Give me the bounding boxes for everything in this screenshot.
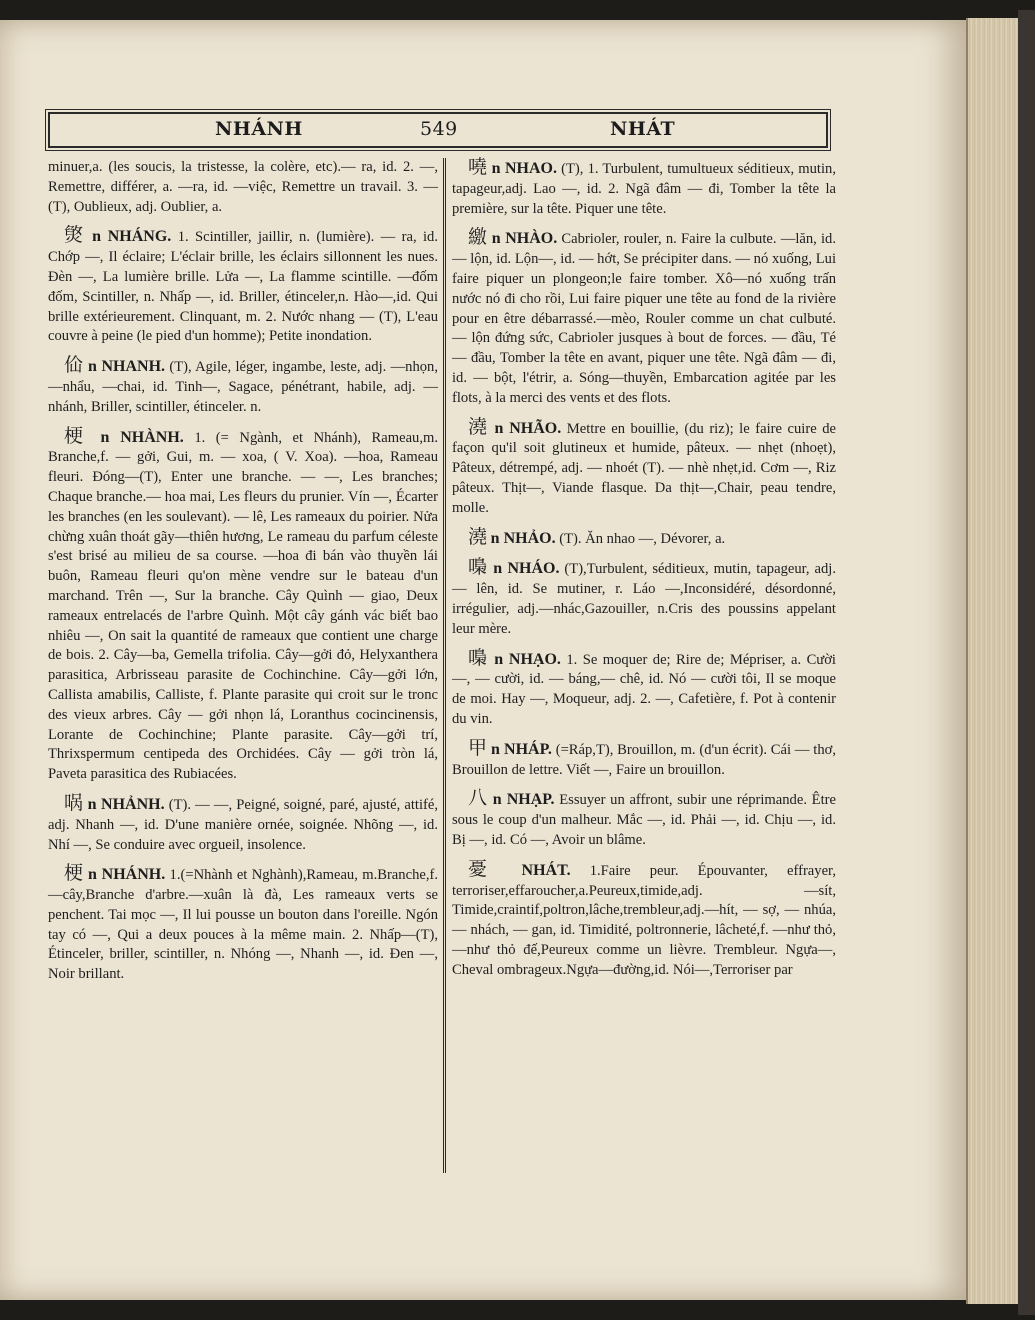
han-character: 嘄 [468,557,489,579]
han-character: 甲 [468,737,488,759]
headword: n NHÁNG. [92,228,172,246]
entry-text: (T), 1. Turbulent, tumultueux séditieux, mutin, tapageur,adj. Lao —, id. 2. Ngã đâm — đi, Tomber la tête la première, sur la tête. Piquer une tête. [452,161,836,217]
header-right-word: NHÁT [610,118,676,140]
headword: n NHẠO. [494,650,561,668]
entry-text: (T). — —, Peigné, soigné, paré, ajusté, attifé, adj. Nhanh —, id. D'une manière ornée, soignée. Nhõng —, id. Nhí —, Se conduire avec orgueil, insolence. [48,796,438,853]
entry-text: Mettre en bouillie, (du riz); le faire cuire de façon qu'il soit glutineux et humide, pâteux. — nhẹt (nhoẹt), Pâteux, détrempé, adj. — nhoét (T). — nhè nhẹt,id. Cơm —, Riz pâteux. Thịt—, Viande flasque. Da thịt—,Chair, peau tendre, molle. [452,420,836,516]
page-edges [966,18,1023,1304]
han-character: 佡 [64,355,84,377]
entry-text: Essuyer un affront, subir une réprimande. Être sous le coup d'un malheur. Mắc —, id. Phải —, id. Chịu —, id. Bị —, id. Có —, Avoir un blâme. [452,792,836,848]
han-character: 澆 [468,526,488,548]
entry-text: Cabrioler, rouler, n. Faire la culbute. —lăn, id. — lộn, id. Lộn—, id. — hớt, Se précipiter dans. — nó xuống, Lui faire piquer un plongeon;le faire tomber. Xô—nó xuống trấn nước nó đi cho rồi, Lui faire piquer une tête au fond de la rivière pour en être débarrassé.—mèo, Rouler comme un chat culbuté. — lộn đứng sức, Cabrioler jusques à bout de forces. — đầu, Té — đầu, Tomber la tête en avant, piquer une tête. Ngã đâm — đi, id. — bột, l'étrir, a. Sóng—thuyền, Embarcation agitée par les flots, à la merci des vents et des flots. [452,231,836,406]
entry-text: 1.(=Nhành et Nghành),Rameau, m.Branche,f.—cây,Branche d'arbre.—xuân là đà, Les rameaux verts se penchent. Tai mọc —, Il lui pousse un bouton dans l'oreille. Ngón tay có —, Qui a deux pouces à la même main. 2. Nhấp—(T), Étinceler, briller, scintiller, n. Nhóng —, Nhanh —, id. Đen —, Noir brillant. [48,867,438,983]
dictionary-entry [48,427,438,785]
entry-text: (=Ráp,T), Brouillon, m. (d'un écrit). Cái — thơ, Brouillon de lettre. Viết —, Faire un brouillon. [452,741,836,778]
han-character: 㷺 [64,225,86,247]
dictionary-entry [452,649,836,730]
han-character: 梗 [64,425,90,447]
dictionary-entry [48,158,438,217]
entry-text: 1. Se moquer de; Rire de; Mépriser, a. Cười —, — cười, id. — báng,— chê, id. Nó — cười tôi, Il se moque de moi. Hay —, Moqueur, adj. 2. —, Cafetière, f. Pot à contenir du vin. [452,651,836,727]
headword: n NHÀNH. [100,428,184,446]
entry-text: 1. Scintiller, jaillir, n. (lumière). — ra, id. Chớp —, Il éclaire; L'éclair brille, les éclairs sillonnent les nues. Đèn —, La lumière brille. Lửa —, La flamme scintille. —đốm đốm, Scintiller, n. Nhấp —, id. Briller, étinceler,n. Hào—,id. Qui brille extérieurement. Clinquant, m. 2. Nước nhang — (T), L'eau couvre à peine (le pied d'un homme); Petite inondation. [48,229,438,345]
entry-text: (T),Turbulent, séditieux, mutin, tapageur, adj. — lên, id. Se mutiner, r. Láo —,Inconsidéré, désordonné, irrégulier, adj.—nhác,Gazouiller, n.Cris des poussins appelant leur mère. [452,561,836,637]
headword: n NHẢNH. [87,795,165,813]
dictionary-entry [452,228,836,408]
headword: NHÁT. [521,861,571,879]
dictionary-entry [452,158,836,219]
page-number: 549 [420,118,458,140]
entry-text: (T). Ăn nhao —, Dévorer, a. [559,530,726,547]
left-column [48,158,438,994]
dictionary-entry [452,860,836,981]
headword: n NHANH. [87,358,166,376]
headword: n NHẢO. [490,529,556,547]
han-character: 嘄 [468,647,489,669]
dictionary-entry [452,528,836,550]
dictionary-entry [452,739,836,781]
right-column [452,158,836,989]
headword: n NHẠP. [492,791,555,809]
dictionary-entry [48,794,438,855]
dictionary-entry [48,356,438,417]
headword: n NHÁO. [493,560,560,578]
han-character: 梗 [64,863,84,885]
entry-text: minuer,a. (les soucis, la tristesse, la colère, etc).— ra, id. 2. —, Remettre, différer, a. —ra, id. —việc, Remettre un travail. 3. — (T), Oublieux, adj. Oublier, a. [48,159,438,215]
entry-text: (T), Agile, léger, ingambe, leste, adj. —nhọn, —nhẩu, —chai, id. Tinh—, Sagace, pénétrant, habile, adj. — nhánh, Briller, scintiller, étinceler. n. [48,359,439,415]
han-character: 嘵 [468,157,488,178]
headword: n NHÁP. [490,740,552,758]
entry-text: 1. (= Ngành, et Nhánh), Rameau,m. Branche,f. — gởi, Gui, m. — xoa, ( V. Xoa). —hoa, Rameau fleuri. Đóng—(T), Enter une branche. — —, Les branches; Chaque branche.— hoa mai, Les fleurs du prunier. Vín —, Écarter les branches (en les soulevant). — lê, Les rameaux du poirier. Nửa chừng xuân thoát gãy—thiên hương, Le rameau du parfum céleste s'est brisé au milieu de sa course. —hoa đi bán vào thuyền lái buôn, Rameau fleuri qu'on mène vendre sur le bateau d'un marchand. Trên —, Sur la branche. Cây Quình — giao, Deux rameaux entrelacés de l'arbre Quình. Một cây gánh vác biết bao nhiêu —, On sait la quantité de rameaux que contient une charge de bois. 2. Cây—ba, Gemella trifolia. Cây—gởi đỏ, Helyxanthera parasitica, Arbrisseau parasite de Cochinchine. Cây—gởi lớn, Callista amabilis, Calliste, f. Plante parasite qui croit sur le tronc des vieux arbres. Cây — gởi nhọn lá, Loranthus cocincinensis, Lorante de Cochinchine; Plante parasite. Cây—gởi trí, Thrixspermum centipeda des Orchidées. Cây — gởi tròn lá, Paveta parasitica des Rubiacées. [48,429,438,783]
dictionary-entry [48,864,438,985]
header-left-word: NHÁNH [215,118,303,140]
dictionary-entry [48,226,438,347]
dictionary-entry [452,418,836,519]
han-character: 憂 [468,858,503,880]
han-character: 八 [468,788,489,810]
han-character: 澆 [468,416,489,438]
dictionary-entry [452,789,836,850]
headword: n NHÃO. [494,419,562,437]
running-header [48,112,828,148]
han-character: 㖞 [64,792,84,814]
book-cover [1018,10,1035,1315]
entry-text: 1.Faire peur. Épouvanter, effrayer, terroriser,effaroucher,a.Peureux,timide,adj. —sít, Timide,craintif,poltron,lâche,trembleur,adj.—hít, — sợ, — nhúa, — nhách, — gan, id. Timidité, poltronnerie, lâcheté,f. —như thỏ, —như thỏ đế,Peureux comme un lièvre. Trembleur. Ngựa—, Cheval ombrageux.Ngựa—đường,id. Nói—,Terroriser par [452,862,836,978]
dictionary-entry [452,558,836,639]
headword: n NHAO. [491,160,558,177]
headword: n NHÁNH. [88,866,166,884]
column-divider [443,158,446,1173]
headword: n NHÀO. [491,230,558,248]
han-character: 繳 [468,227,488,249]
